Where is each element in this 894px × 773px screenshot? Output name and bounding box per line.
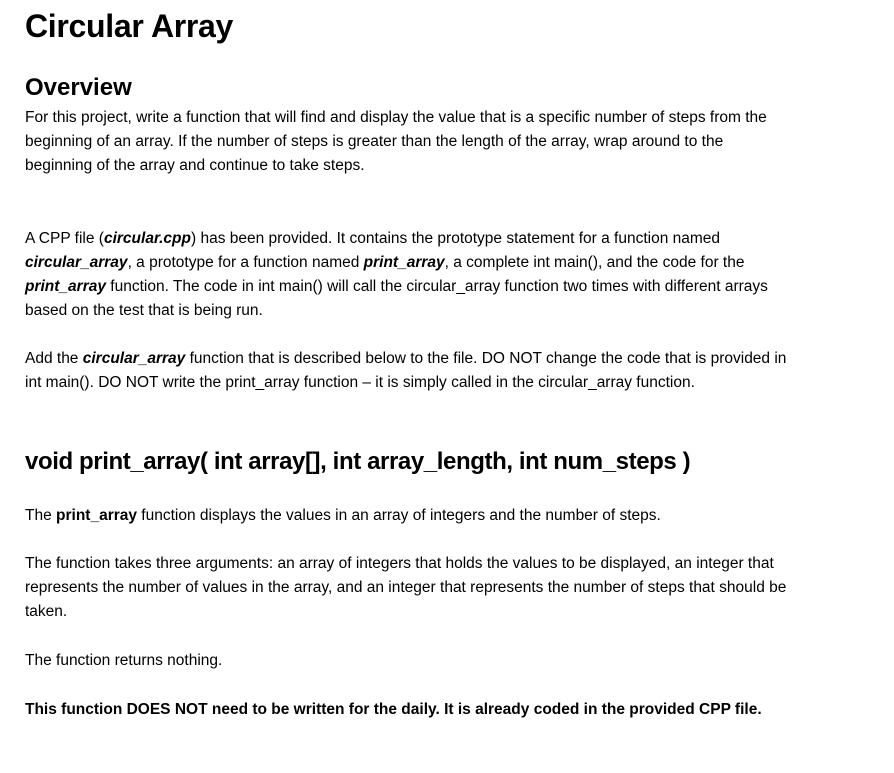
print-array-arguments (25, 552, 870, 624)
text-line: taken. (25, 603, 68, 620)
text-line: beginning of an array. If the number of steps is greater than the length of the array, wrap around to the (25, 133, 724, 150)
filename-circular-cpp: circular.cpp (103, 230, 191, 247)
page-title: Circular Array (25, 8, 234, 44)
overview-intro-paragraph (25, 106, 870, 178)
text-segment: function that is described below to the file. DO NOT change the code that is provided in (185, 350, 787, 367)
text-line: The function returns nothing. (25, 652, 223, 669)
function-name-circular-array: circular_array (25, 254, 128, 271)
function-name-circular-array: circular_array (82, 350, 186, 367)
print-array-heading: void print_array( int array[], int array_length, int num_steps ) (25, 448, 691, 475)
text-segment: , a prototype for a function named (127, 254, 364, 271)
text-line: represents the number of values in the array, and an integer that represents the number of steps that should be (25, 579, 787, 596)
add-function-paragraph (25, 347, 870, 395)
print-array-returns (25, 649, 870, 673)
text-line (25, 275, 870, 299)
text-line: based on the test that is being run. (25, 302, 263, 319)
text-line: beginning of the array and continue to take steps. (25, 157, 365, 174)
print-array-note (25, 698, 870, 722)
text-line: This function DOES NOT need to be written for the daily. It is already coded in the provided CPP file. (25, 701, 762, 718)
text-segment: Add the (25, 350, 83, 367)
text-line (25, 504, 870, 528)
function-name-print-array: print_array (363, 254, 445, 271)
function-name-print-array: print_array (25, 278, 106, 295)
text-line (25, 251, 870, 275)
text-segment: The (25, 507, 57, 524)
text-line (25, 227, 870, 251)
text-line: The function takes three arguments: an array of integers that holds the values to be displayed, an integer that (25, 555, 774, 572)
text-segment: , a complete int main(), and the code for the (444, 254, 745, 271)
text-line: For this project, write a function that will find and display the value that is a specific number of steps from the (25, 109, 767, 126)
text-line (25, 347, 870, 371)
function-name-print-array: print_array (56, 507, 137, 524)
text-segment: A CPP file ( (25, 230, 104, 247)
text-segment: ) has been provided. It contains the prototype statement for a function named (190, 230, 721, 247)
cpp-file-paragraph (25, 227, 870, 323)
print-array-description (25, 504, 870, 528)
text-segment: function. The code in int main() will call the circular_array function two times with different arrays (105, 278, 768, 295)
text-segment: function displays the values in an array of integers and the number of steps. (137, 507, 661, 524)
overview-heading: Overview (25, 74, 132, 101)
text-line: int main(). DO NOT write the print_array function – it is simply called in the circular_array function. (25, 374, 695, 391)
